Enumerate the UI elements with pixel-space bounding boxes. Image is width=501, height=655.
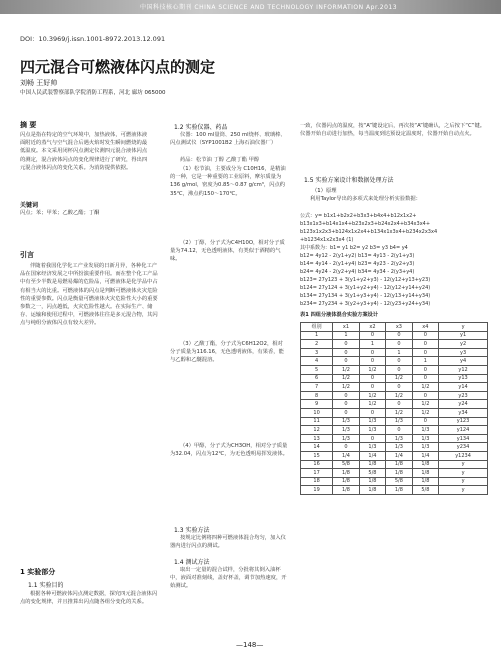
formula-line: b134= 27y134 + 3(y1+y3+y4) - 12(y13+y14+y34) [300,293,431,299]
table-row [301,365,488,374]
table-cell: 3 [301,348,333,357]
table-cell: 0 [333,408,359,417]
apparatus-body: 仪器：100 ml量筒、250 ml烧杯、玻璃棒、闪点测试仪（SYP1001B2 上海石油仪器厂） [170,132,286,147]
table-cell: y12 [439,365,488,374]
table-cell: 0 [359,331,385,340]
table-cell: 5 [301,365,333,374]
table-cell: 5/8 [386,477,412,486]
table-cell: 0 [359,383,385,392]
table-cell: 0 [386,383,412,392]
table-cell: 1/2 [412,400,438,409]
page-number: —148— [236,641,264,649]
table-cell: 0 [333,348,359,357]
paper-title: 四元混合可燃液体闪点的测定 [20,58,216,76]
table-cell: 1/3 [412,434,438,443]
intro-heading: 引言 [20,251,34,259]
table-header-row [301,323,488,332]
table-cell: 1/2 [386,408,412,417]
table-cell: 1/3 [359,443,385,452]
table-header-cell: x3 [386,323,412,332]
table-cell: 1/2 [386,374,412,383]
table-cell: y23 [439,391,488,400]
formula-line: b234= 27y234 + 3(y2+y3+y4) - 12(y23+y24+y34) [300,301,431,307]
abstract-body: 闪点是指在特定的空气环境中，加热液体，可燃液体液面附近的蒸气与空气混合后遇火焰时发生瞬间燃烧的最低温度。本文采用闭杯闪点测定仪测四元混合液体闪点的测定，混合液体闪点的变化规律进行了研究，得出四元混合液体闪点的变化关系。为消防提供依据。 [20,132,148,171]
table-header-cell: y [439,323,488,332]
table-cell: 1/3 [386,417,412,426]
table-cell: 1/3 [359,426,385,435]
table-cell: 0 [333,357,359,366]
section-1-4-heading: 1.4 测试方法 [174,559,210,566]
table-row [301,348,488,357]
formula-line: b13x1x3+b14x1x4+b23x2x3+b24x2x4+b34x3x4+ [300,221,431,227]
table-cell: 1/3 [412,426,438,435]
table-cell: y4 [439,357,488,366]
table-cell: 1/2 [333,365,359,374]
formula-line: b123= 27y123 + 3(y1+y2+y3) - 12(y12+y13+y23) [300,277,431,283]
table-cell: y [439,469,488,478]
reagent-3-desc: （3）乙酸丁酯，分子式为C6H12O2，相对分子质量为116.16，无色透明液体，有果香，能与乙醇和乙醚混溶。 [170,341,284,364]
table-cell: y13 [439,374,488,383]
journal-banner-text: 中国科技核心期刊 CHINA SCIENCE AND TECHNOLOGY INFORMATION Apr.2013 [140,4,398,11]
keywords-heading: 关键词 [20,202,39,209]
principle-heading: （1）原理 [312,188,337,194]
table-cell: 0 [359,374,385,383]
table-cell: 0 [386,340,412,349]
reagent-4-desc: （4）甲醇，分子式为CH3OH，相对分子质量为32.04，闪点为12℃，为无色透明易挥发液体。 [170,443,288,458]
table-cell: y2 [439,340,488,349]
formula-line: b123x1x2x3+b124x1x2x4+b134x1x3x4+b234x2x3x4 [300,229,438,235]
table-cell: y124 [439,426,488,435]
table-cell: 1 [301,331,333,340]
table-cell: 0 [412,417,438,426]
formula-line: b12= 4y12 - 2(y1+y2) b13= 4y13 - 2(y1+y3) [300,253,415,259]
table-cell: 17 [301,469,333,478]
formula-block [300,212,437,308]
authors: 刘畅 王好帅 [20,79,58,87]
table-cell: 8 [301,391,333,400]
journal-banner [0,0,501,14]
section-1-2-heading: 1.2 实验仪器、药品 [174,124,228,131]
formula-line: 其中系数为：b1= y1 b2= y2 b3= y3 b4= y4 [300,245,408,251]
table-cell: 1/3 [333,417,359,426]
table-row [301,400,488,409]
table-row [301,331,488,340]
table-title: 表1 四组分液体混合实验方案设计 [300,312,379,318]
table-cell: 1/2 [359,400,385,409]
table-cell: 0 [333,443,359,452]
reagents-line: 药品：松节油 丁醇 乙酸丁酯 甲醇 [180,157,260,163]
table-cell: 1/3 [359,417,385,426]
table-cell: 0 [386,331,412,340]
table-cell: 19 [301,486,333,495]
reagent-1-desc: （1）松节油，主要成分为 C10H16，是精油的一种，它是一种重要的工业原料，摩尔质量为136 g/mol，密度为0.85～0.87 g/cm³，闪点约35℃，沸点约150～170℃。 [170,166,286,197]
table-cell: 1/2 [333,374,359,383]
table-cell: 1/4 [386,451,412,460]
table-cell: 12 [301,426,333,435]
section-1-1-body: 根据各种可燃液体闪点测定数据，探究四元混合液体闪点的变化规律，并且推算出闪点随各组分变化的关系。 [20,591,158,606]
table-cell: y24 [439,400,488,409]
table-cell: 1 [333,331,359,340]
table-cell: 16 [301,460,333,469]
table-cell: y1234 [439,451,488,460]
table-row [301,477,488,486]
section-1-4-body: 取出一定量的混合试样，分批将其倒入油杯中，液面对准刻线，盖好杯盖，调节加热速度，开始测试。 [170,567,287,590]
table-cell: 5/8 [359,469,385,478]
table-cell: 1/8 [333,469,359,478]
principle-body: 利用Taylor导出的多项式来处理分析实验数据： [310,196,421,202]
table-row [301,460,488,469]
table-row [301,340,488,349]
formula-line: 公式：y= b1x1+b2x2+b3x3+b4x4+b12x1x2+ [300,213,417,219]
table-cell: 0 [386,357,412,366]
table-cell: 0 [412,391,438,400]
table-cell: 1/4 [359,451,385,460]
table-cell: 0 [386,365,412,374]
table-cell: 0 [412,348,438,357]
table-cell: 1/3 [386,434,412,443]
table-cell: 1/8 [333,486,359,495]
table-cell: y234 [439,443,488,452]
table-cell: 1/2 [412,383,438,392]
section-1-5-heading: 1.5 实验方案设计和数据处理方法 [304,177,394,184]
table-cell: 0 [386,400,412,409]
table-cell: y3 [439,348,488,357]
table-row [301,434,488,443]
section-1-3-heading: 1.3 实验方法 [174,527,210,534]
table-row [301,357,488,366]
table-cell: 1/8 [333,477,359,486]
intro-body: 伴随着我国化学化工产业发展的日新月异，各种化工产品在国家经济发展之中所扮演重要作用。而在整个化工产品中有至少半数是易燃易爆的危险品，可燃液体是化学品中占有相当大的比重。可燃液体的闪点是判断可燃液体火灾危险性的重要参数。闪点是衡量可燃液体火灾危险性大小的重要参数之一，闪点越低，火灾危险性越大。在实际生产、储存、运输和使用过程中，可燃液体往往是多元混合物，其闪点与纯组分液体闪点有较大差异。 [20,263,158,327]
table-cell: 6 [301,374,333,383]
table-cell: 1/4 [333,451,359,460]
table-header-cell: x1 [333,323,359,332]
table-cell: 15 [301,451,333,460]
table-cell: 1/8 [359,477,385,486]
table-row [301,426,488,435]
table-cell: 1 [359,340,385,349]
table-cell: 11 [301,417,333,426]
table-cell: 0 [359,434,385,443]
table-cell: 7 [301,383,333,392]
table-header-cell: 组别 [301,323,333,332]
table-cell: 1/8 [412,477,438,486]
table-cell: 1/4 [412,451,438,460]
table-cell: y [439,477,488,486]
table-cell: 9 [301,400,333,409]
table-cell: 1/2 [359,365,385,374]
formula-line: b24= 4y24 - 2(y2+y4) b34= 4y34 - 2(y3+y4) [300,269,415,275]
table-cell: 4 [301,357,333,366]
table-cell: 2 [301,340,333,349]
table-header-cell: x4 [412,323,438,332]
table-cell: 1/8 [412,469,438,478]
mixture-design-table [300,322,488,495]
table-cell: 0 [333,400,359,409]
table-cell: 1/8 [386,486,412,495]
table-cell: 0 [412,340,438,349]
table-cell: 0 [412,365,438,374]
table-cell: 1/8 [412,460,438,469]
table-cell: y34 [439,408,488,417]
doi: DOI：10.3969/j.issn.1001-8972.2013.12.091 [20,35,166,43]
table-cell: 0 [359,357,385,366]
table-row [301,443,488,452]
right-col-text: 一致，仪器闪点的温度，按“A”键设定后，再次按“A”键确认，之后按下“C”键。仪器开始自动进行加热，每当温度到达预设定温度时，仪器开始自动点火。 [300,123,486,138]
table-cell: 1/8 [386,460,412,469]
table-cell: y134 [439,434,488,443]
table-header-cell: x2 [359,323,385,332]
table-row [301,391,488,400]
table-cell: 5/8 [412,486,438,495]
table-cell: 1 [412,357,438,366]
section-1-1-heading: 1.1 实验目的 [28,582,64,589]
table-cell: y1 [439,331,488,340]
table-cell: 1/8 [359,460,385,469]
table-cell: 1/2 [359,391,385,400]
table-row [301,486,488,495]
table-cell: 0 [333,340,359,349]
formula-line: b14= 4y14 - 2(y1+y4) b23= 4y23 - 2(y2+y3) [300,261,415,267]
table-cell: 1/8 [359,486,385,495]
table-cell: 0 [333,391,359,400]
affiliation: 中国人民武装警察部队学院消防工程系，河北 廊坊 065000 [20,90,166,96]
table-cell: 0 [359,348,385,357]
table-row [301,469,488,478]
table-cell: 10 [301,408,333,417]
abstract-heading: 摘 要 [20,121,37,129]
table-cell: y123 [439,417,488,426]
table-cell: 1/2 [386,391,412,400]
table-cell: 14 [301,443,333,452]
section-1-heading: 1 实验部分 [20,568,56,576]
table-cell: 1/2 [333,383,359,392]
table-cell: y [439,486,488,495]
reagent-2-desc: （2）丁醇，分子式为C4H10O，相对分子质量为74.12，无色透明液体，有类似于酒精的气味。 [170,240,285,263]
table-cell: 1/3 [412,443,438,452]
section-1-3-body: 按规定比例将四种可燃液体混合均匀，加入仪器内进行闪点的测试。 [170,535,286,550]
table-row [301,451,488,460]
table-row [301,417,488,426]
table-cell: 0 [412,374,438,383]
table-cell: 18 [301,477,333,486]
formula-line: b124= 27y124 + 3(y1+y2+y4) - 12(y12+y14+y24) [300,285,431,291]
table-row [301,374,488,383]
table-cell: 1/3 [333,426,359,435]
formula-line: +b1234x1x2x3x4 (1) [300,237,354,243]
table-cell: 1/3 [386,443,412,452]
table-cell: 0 [359,408,385,417]
table-cell: 13 [301,434,333,443]
table-cell: 5/8 [333,460,359,469]
table-cell: 1/8 [386,469,412,478]
table-cell: 0 [386,426,412,435]
table-cell: 1/2 [412,408,438,417]
table-cell: 1 [386,348,412,357]
table-cell: 1/3 [333,434,359,443]
table-row [301,408,488,417]
table-row [301,383,488,392]
table-cell: 0 [412,331,438,340]
table-cell: y [439,460,488,469]
keywords-body: 闪点；苯；甲苯；乙酸乙酯；丁酮 [20,210,100,216]
table-cell: y14 [439,383,488,392]
